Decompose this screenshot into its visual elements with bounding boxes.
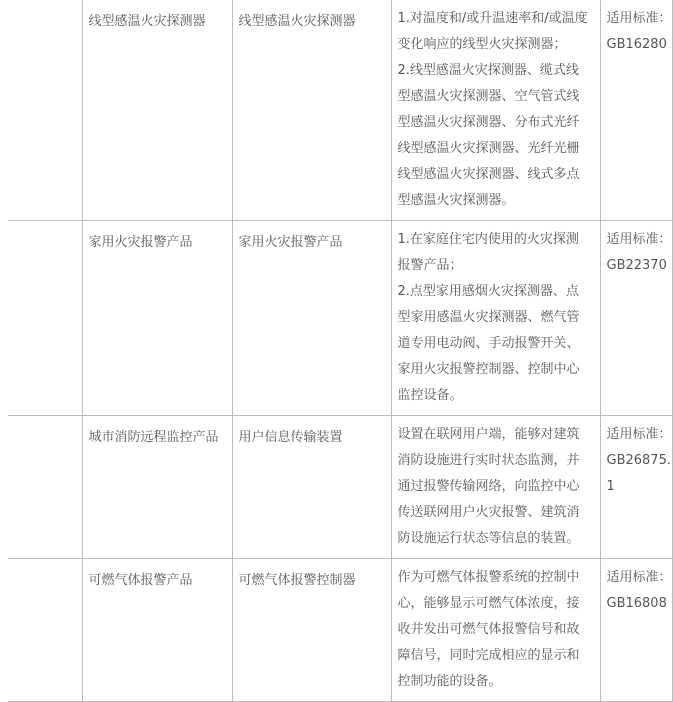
product-cell: 家用火灾报警产品 xyxy=(232,221,391,416)
standard-label: 适用标准： xyxy=(606,232,672,247)
product-cell: 可燃气体报警控制器 xyxy=(232,559,391,702)
description-cell xyxy=(391,221,600,416)
standard-code: GB16280 xyxy=(606,37,667,52)
standard-label: 适用标准： xyxy=(606,570,672,585)
standard-label: 适用标准： xyxy=(606,11,672,26)
product-cell: 线型感温火灾探测器 xyxy=(232,0,391,221)
standard-code: GB22370 xyxy=(606,258,667,273)
product-standards-table xyxy=(8,0,673,702)
row-blank-cell xyxy=(8,221,82,416)
category-cell: 可燃气体报警产品 xyxy=(82,559,232,702)
standard-code: GB16808 xyxy=(606,596,667,611)
description-line: 2.点型家用感烟火灾探测器、点型家用感温火灾探测器、燃气管道专用电动阀、手动报警开关、家用火灾报警控制器、控制中心监控设备。 xyxy=(397,284,580,403)
category-cell: 家用火灾报警产品 xyxy=(82,221,232,416)
category-cell: 城市消防远程监控产品 xyxy=(82,416,232,559)
description-cell xyxy=(391,416,600,559)
standard-cell xyxy=(600,559,672,702)
category-cell: 线型感温火灾探测器 xyxy=(82,0,232,221)
standard-code: GB26875.1 xyxy=(606,453,671,494)
standard-cell xyxy=(600,0,672,221)
description-cell xyxy=(391,559,600,702)
description-line: 作为可燃气体报警系统的控制中心，能够显示可燃气体浓度，接收并发出可燃气体报警信号和故障信号，同时完成相应的显示和控制功能的设备。 xyxy=(397,570,580,689)
standard-cell xyxy=(600,221,672,416)
standard-cell xyxy=(600,416,672,559)
table-row xyxy=(8,559,672,702)
row-blank-cell xyxy=(8,0,82,221)
description-cell xyxy=(391,0,600,221)
description-line: 设置在联网用户端，能够对建筑消防设施进行实时状态监测，并通过报警传输网络，向监控中心传送联网用户火灾报警、建筑消防设施运行状态等信息的装置。 xyxy=(397,427,580,546)
description-line: 1.对温度和/或升温速率和/或温度变化响应的线型火灾探测器； xyxy=(397,11,588,52)
description-line: 1.在家庭住宅内使用的火灾探测报警产品； xyxy=(397,232,579,273)
row-blank-cell xyxy=(8,416,82,559)
product-cell: 用户信息传输装置 xyxy=(232,416,391,559)
description-line: 2.线型感温火灾探测器、缆式线型感温火灾探测器、空气管式线型感温火灾探测器、分布式光纤线型感温火灾探测器、光纤光栅线型感温火灾探测器、线式多点型感温火灾探测器。 xyxy=(397,63,580,208)
table-row xyxy=(8,221,672,416)
row-blank-cell xyxy=(8,559,82,702)
table-row xyxy=(8,416,672,559)
standard-label: 适用标准： xyxy=(606,427,672,442)
table-row xyxy=(8,0,672,221)
